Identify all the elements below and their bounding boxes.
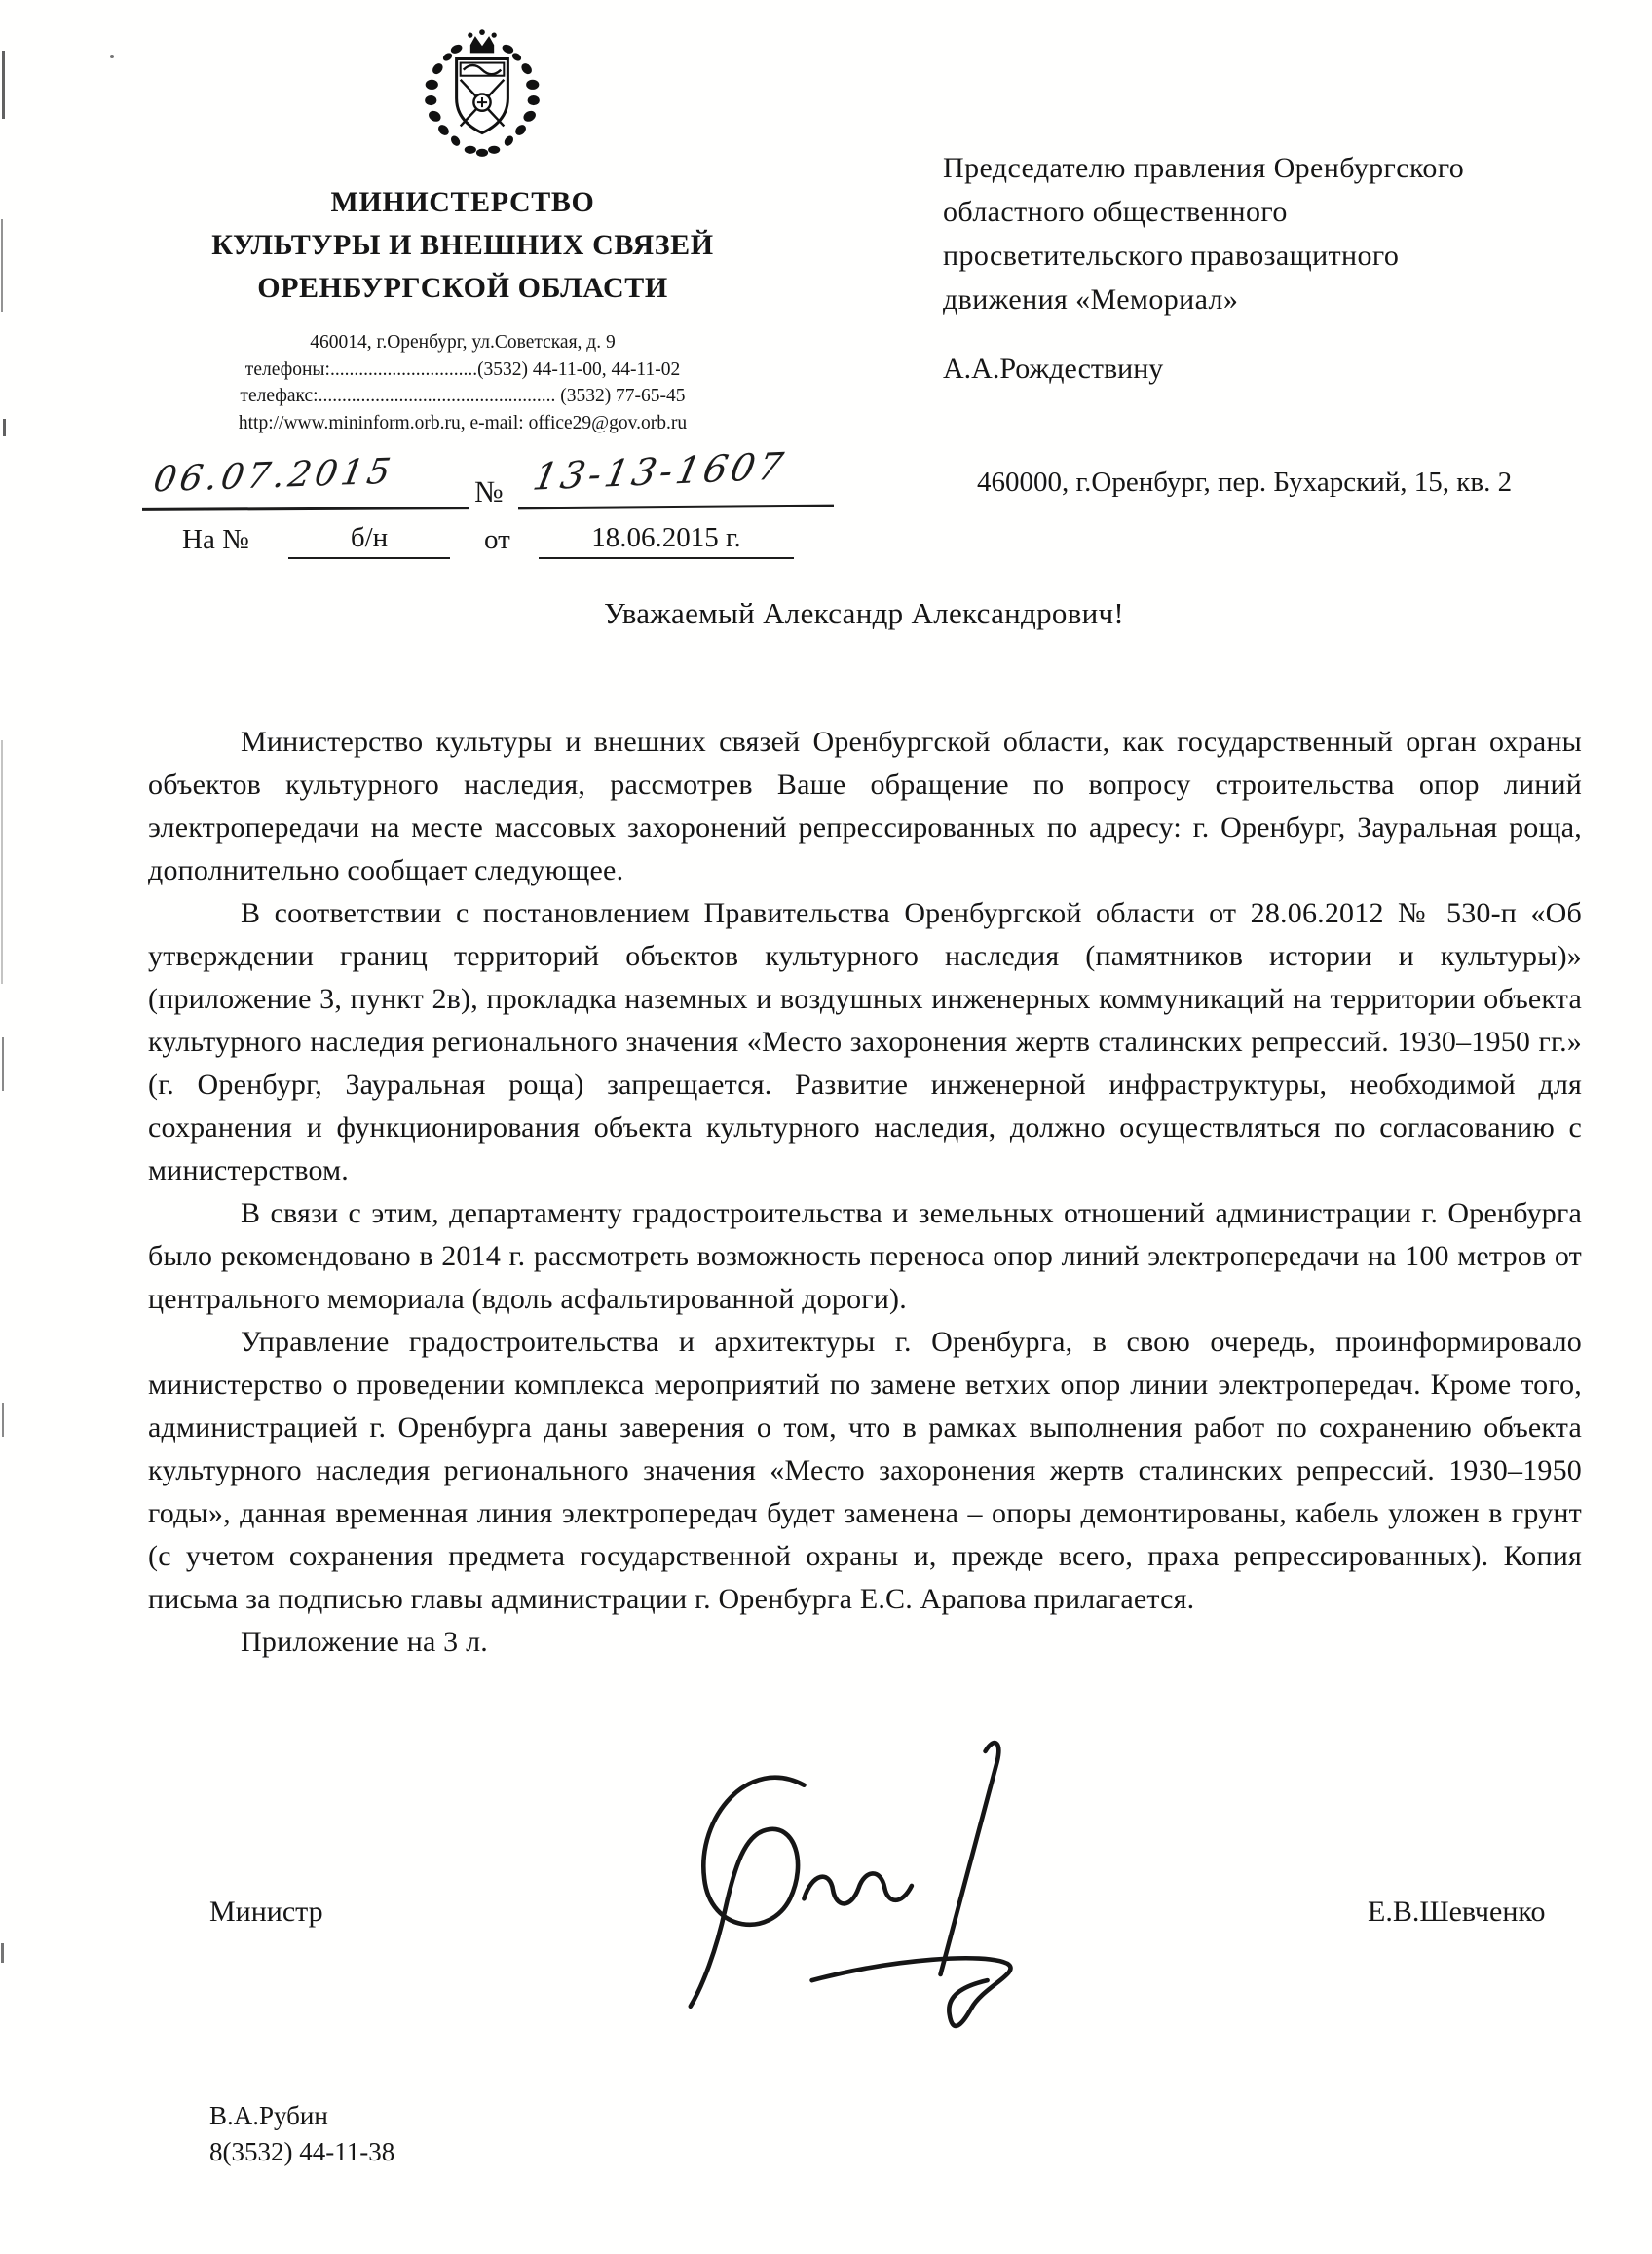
number-underline <box>518 505 834 510</box>
scan-artifact <box>1 1943 4 1963</box>
ministry-title-line1: МИНИСТЕРСТВО <box>330 186 595 218</box>
signature-icon <box>655 1736 1093 2038</box>
recipient-line: областного общественного <box>943 196 1288 228</box>
executor-name: В.А.Рубин <box>209 2101 328 2130</box>
signer-name: Е.В.Шевченко <box>1368 1896 1546 1928</box>
scan-artifact <box>2 1037 4 1091</box>
recipient-name: А.А.Рождествину <box>943 353 1164 385</box>
ministry-web-email: http://www.mininform.orb.ru, e-mail: office29@gov.orb.ru <box>238 412 688 433</box>
attachment-note: Приложение на 3 л. <box>241 1626 488 1658</box>
scan-artifact <box>3 419 6 436</box>
recipient-line: движения «Мемориал» <box>943 283 1239 316</box>
paragraph: Министерство культуры и внешних связей Оренбургской области, как государственный орган охраны объектов культурного наследия, рассмотрев Ваше обращение по вопросу строительства опор линий электропередачи на месте массовых захоронений репрессированных по адресу: г. Оренбург, Зауральная роща, дополнительно сообщает следующее. <box>148 726 1582 886</box>
scan-artifact <box>1 219 3 312</box>
recipient-line: просветительского правозащитного <box>943 240 1400 272</box>
paragraph: В связи с этим, департаменту градостроительства и земельных отношений администрации г. Оренбурга было рекомендовано в 2014 г. рассмотреть возможность переноса опор линий электропередачи на 100 метров от центрального мемориала (вдоль асфальтированной дороги). <box>148 1197 1582 1315</box>
scan-speck <box>110 55 114 58</box>
scan-artifact <box>1 740 3 984</box>
incoming-ref-number: б/н <box>288 522 450 559</box>
executor-phone: 8(3532) 44-11-38 <box>209 2137 395 2166</box>
ministry-contacts <box>146 329 779 436</box>
ministry-title-line3: ОРЕНБУРГСКОЙ ОБЛАСТИ <box>257 272 668 304</box>
outgoing-number-handwritten: 13-13-1607 <box>529 444 791 499</box>
outgoing-date-handwritten: 06.07.2015 <box>150 451 397 501</box>
incoming-ref-label: На № <box>182 524 249 555</box>
ministry-phones: телефоны:...............................(3532) 44-11-00, 44-11-02 <box>244 358 681 380</box>
executor-block <box>209 2098 394 2170</box>
date-underline <box>142 507 469 511</box>
number-sign: № <box>474 474 504 508</box>
recipient-block <box>943 146 1586 321</box>
letter-body <box>148 721 1582 1664</box>
scan-artifact <box>2 51 5 119</box>
ministry-fax: телефакс:.................................................. (3532) 77-65-45 <box>240 386 686 406</box>
scan-artifact <box>2 1403 4 1437</box>
salutation: Уважаемый Александр Александрович! <box>603 596 1125 630</box>
coat-of-arms-icon <box>419 25 545 164</box>
recipient-line: Председателю правления Оренбургского <box>943 152 1465 184</box>
ministry-address: 460014, г.Оренбург, ул.Советская, д. 9 <box>310 332 616 353</box>
ministry-title-line2: КУЛЬТУРЫ И ВНЕШНИХ СВЯЗЕЙ <box>211 229 714 261</box>
ministry-title <box>146 181 779 310</box>
signer-position: Министр <box>209 1896 323 1928</box>
recipient-address: 460000, г.Оренбург, пер. Бухарский, 15, кв. 2 <box>977 467 1513 498</box>
from-label: от <box>484 524 510 555</box>
paragraph: В соответствии с постановлением Правительства Оренбургской области от 28.06.2012 № 530-п «Об утверждении границ территорий объектов культурного наследия (памятников истории и культуры)» (приложение 3, пункт 2в), прокладка наземных и воздушных инженерных коммуникаций на территории объекта культурного наследия регионального значения «Место захоронения жертв сталинских репрессий. 1930–1950 гг.» (г. Оренбург, Зауральная роща) запрещается. Развитие инженерной инфраструктуры, необходимой для сохранения и функционирования объекта культурного наследия, должно осуществляться по согласованию с министерством. <box>148 897 1582 1186</box>
incoming-ref-date: 18.06.2015 г. <box>539 522 794 559</box>
paragraph: Управление градостроительства и архитектуры г. Оренбурга, в свою очередь, проинформировало министерство о проведении комплекса мероприятий по замене ветхих опор линии электропередач. Кроме того, администрацией г. Оренбурга даны заверения о том, что в рамках выполнения работ по сохранению объекта культурного наследия регионального значения «Место захоронения жертв сталинских репрессий. 1930–1950 годы», данная временная линия электропередач будет заменена – опоры демонтированы, кабель уложен в грунт (с учетом сохранения предмета государственной охраны и, прежде всего, праха репрессированных). Копия письма за подписью главы администрации г. Оренбурга Е.С. Арапова прилагается. <box>148 1326 1582 1615</box>
